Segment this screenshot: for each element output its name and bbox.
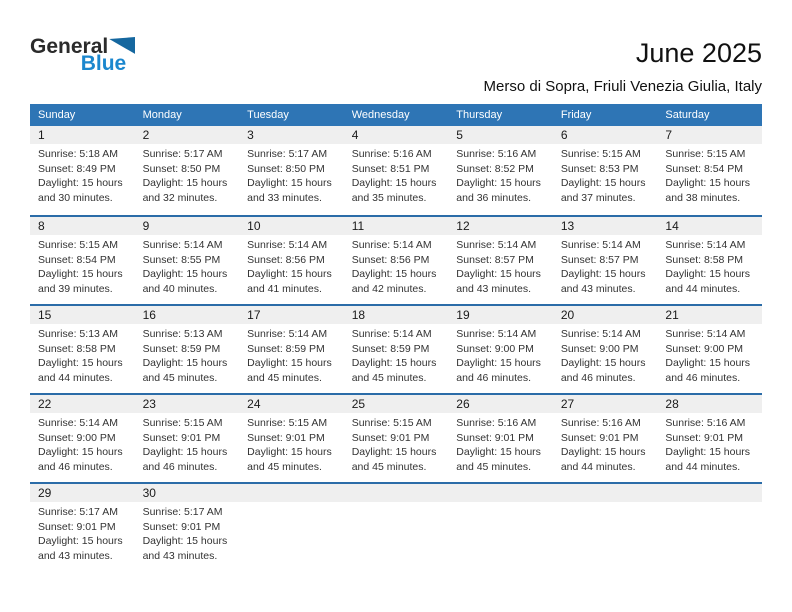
day-cell-30 xyxy=(135,484,240,563)
day-details: Sunrise: 5:14 AM Sunset: 9:00 PM Daylight: 15 hours and 46 minutes. xyxy=(456,328,541,384)
day-cell-27 xyxy=(553,395,658,482)
day-details xyxy=(239,502,344,505)
page-header xyxy=(0,0,792,104)
day-details: Sunrise: 5:15 AM Sunset: 8:54 PM Daylight: 15 hours and 39 minutes. xyxy=(38,239,123,295)
day-cell-21 xyxy=(657,306,762,393)
day-number: 11 xyxy=(344,217,449,235)
day-details: Sunrise: 5:16 AM Sunset: 9:01 PM Daylight: 15 hours and 44 minutes. xyxy=(665,417,751,473)
day-cell-17 xyxy=(239,306,344,393)
day-number: 23 xyxy=(135,395,240,413)
day-details: Sunrise: 5:17 AM Sunset: 9:01 PM Daylight: 15 hours and 43 minutes. xyxy=(38,506,123,562)
day-details: Sunrise: 5:14 AM Sunset: 8:57 PM Daylight: 15 hours and 43 minutes. xyxy=(560,239,646,295)
day-details xyxy=(448,502,553,505)
week-row xyxy=(30,482,762,563)
day-number: 26 xyxy=(448,395,553,413)
day-details: Sunrise: 5:16 AM Sunset: 9:01 PM Daylight: 15 hours and 45 minutes. xyxy=(456,417,541,473)
day-details: Sunrise: 5:14 AM Sunset: 8:59 PM Daylight: 15 hours and 45 minutes. xyxy=(247,328,332,384)
day-cell-19 xyxy=(448,306,553,393)
day-cell-empty xyxy=(239,484,344,563)
day-number: 17 xyxy=(239,306,344,324)
day-details: Sunrise: 5:13 AM Sunset: 8:58 PM Daylight: 15 hours and 44 minutes. xyxy=(38,328,123,384)
day-details: Sunrise: 5:15 AM Sunset: 9:01 PM Daylight: 15 hours and 45 minutes. xyxy=(351,417,437,473)
day-details xyxy=(657,502,762,505)
day-number: 8 xyxy=(30,217,135,235)
day-cell-8 xyxy=(30,217,135,304)
day-number: 28 xyxy=(657,395,762,413)
week-row xyxy=(30,393,762,482)
day-cell-18 xyxy=(344,306,449,393)
week-row xyxy=(30,126,762,215)
day-number: 14 xyxy=(657,217,762,235)
location-subtitle: Merso di Sopra, Friuli Venezia Giulia, Italy xyxy=(483,78,762,95)
day-cell-15 xyxy=(30,306,135,393)
day-cell-22 xyxy=(30,395,135,482)
day-number: 9 xyxy=(135,217,240,235)
day-cell-10 xyxy=(239,217,344,304)
day-number: 13 xyxy=(553,217,658,235)
day-details: Sunrise: 5:14 AM Sunset: 8:58 PM Daylight: 15 hours and 44 minutes. xyxy=(665,239,751,295)
day-cell-empty xyxy=(448,484,553,563)
logo-text-blue: Blue xyxy=(80,52,127,75)
day-cell-24 xyxy=(239,395,344,482)
day-cell-12 xyxy=(448,217,553,304)
day-details: Sunrise: 5:14 AM Sunset: 8:56 PM Daylight: 15 hours and 42 minutes. xyxy=(351,239,437,295)
day-cell-empty xyxy=(657,484,762,563)
day-number xyxy=(239,484,344,502)
day-cell-empty xyxy=(553,484,658,563)
day-number: 6 xyxy=(553,126,658,144)
day-details: Sunrise: 5:17 AM Sunset: 8:50 PM Daylight: 15 hours and 32 minutes. xyxy=(142,148,228,204)
day-header-monday: Monday xyxy=(142,109,182,121)
day-names-header-row xyxy=(30,104,762,126)
day-header-friday: Friday xyxy=(560,109,592,121)
day-number: 30 xyxy=(135,484,240,502)
day-header-sunday: Sunday xyxy=(38,109,76,121)
day-number xyxy=(344,484,449,502)
day-number: 18 xyxy=(344,306,449,324)
day-cell-13 xyxy=(553,217,658,304)
day-details: Sunrise: 5:15 AM Sunset: 8:54 PM Daylight: 15 hours and 38 minutes. xyxy=(665,148,751,204)
day-number xyxy=(448,484,553,502)
day-cell-14 xyxy=(657,217,762,304)
day-header-saturday: Saturday xyxy=(665,109,710,121)
calendar-grid xyxy=(30,104,762,563)
day-cell-empty xyxy=(344,484,449,563)
day-cell-29 xyxy=(30,484,135,563)
day-header-thursday: Thursday xyxy=(456,109,503,121)
day-details: Sunrise: 5:14 AM Sunset: 8:59 PM Daylight: 15 hours and 45 minutes. xyxy=(351,328,437,384)
day-number: 3 xyxy=(239,126,344,144)
day-details: Sunrise: 5:16 AM Sunset: 9:01 PM Daylight: 15 hours and 44 minutes. xyxy=(560,417,646,473)
day-number: 27 xyxy=(553,395,658,413)
day-cell-9 xyxy=(135,217,240,304)
logo-text-general: General xyxy=(30,35,109,58)
week-row xyxy=(30,304,762,393)
day-details: Sunrise: 5:13 AM Sunset: 8:59 PM Daylight: 15 hours and 45 minutes. xyxy=(142,328,228,384)
day-header-wednesday: Wednesday xyxy=(351,109,410,121)
day-number: 4 xyxy=(344,126,449,144)
day-details: Sunrise: 5:17 AM Sunset: 9:01 PM Daylight: 15 hours and 43 minutes. xyxy=(142,506,228,562)
day-details: Sunrise: 5:14 AM Sunset: 8:56 PM Daylight: 15 hours and 41 minutes. xyxy=(247,239,332,295)
day-cell-4 xyxy=(344,126,449,215)
calendar-weeks xyxy=(30,126,762,563)
day-cell-7 xyxy=(657,126,762,215)
day-details: Sunrise: 5:16 AM Sunset: 8:51 PM Daylight: 15 hours and 35 minutes. xyxy=(351,148,437,204)
day-number xyxy=(553,484,658,502)
day-details: Sunrise: 5:14 AM Sunset: 9:00 PM Daylight: 15 hours and 46 minutes. xyxy=(665,328,751,384)
day-number: 2 xyxy=(135,126,240,144)
day-number xyxy=(657,484,762,502)
day-cell-25 xyxy=(344,395,449,482)
day-details: Sunrise: 5:15 AM Sunset: 9:01 PM Daylight: 15 hours and 45 minutes. xyxy=(247,417,332,473)
day-details: Sunrise: 5:14 AM Sunset: 9:00 PM Daylight: 15 hours and 46 minutes. xyxy=(560,328,646,384)
day-details: Sunrise: 5:18 AM Sunset: 8:49 PM Daylight: 15 hours and 30 minutes. xyxy=(38,148,123,204)
month-title: June 2025 xyxy=(635,38,762,68)
day-number: 16 xyxy=(135,306,240,324)
day-number: 15 xyxy=(30,306,135,324)
day-number: 19 xyxy=(448,306,553,324)
day-details: Sunrise: 5:14 AM Sunset: 8:55 PM Daylight: 15 hours and 40 minutes. xyxy=(142,239,228,295)
day-number: 21 xyxy=(657,306,762,324)
day-cell-26 xyxy=(448,395,553,482)
day-cell-11 xyxy=(344,217,449,304)
day-number: 20 xyxy=(553,306,658,324)
day-cell-3 xyxy=(239,126,344,215)
week-row xyxy=(30,215,762,304)
day-cell-23 xyxy=(135,395,240,482)
day-cell-16 xyxy=(135,306,240,393)
day-number: 12 xyxy=(448,217,553,235)
day-details: Sunrise: 5:17 AM Sunset: 8:50 PM Daylight: 15 hours and 33 minutes. xyxy=(247,148,332,204)
day-details: Sunrise: 5:14 AM Sunset: 9:00 PM Daylight: 15 hours and 46 minutes. xyxy=(38,417,123,473)
day-number: 22 xyxy=(30,395,135,413)
day-cell-5 xyxy=(448,126,553,215)
day-number: 24 xyxy=(239,395,344,413)
day-details: Sunrise: 5:14 AM Sunset: 8:57 PM Daylight: 15 hours and 43 minutes. xyxy=(456,239,541,295)
day-details: Sunrise: 5:15 AM Sunset: 8:53 PM Daylight: 15 hours and 37 minutes. xyxy=(560,148,646,204)
day-number: 5 xyxy=(448,126,553,144)
day-number: 1 xyxy=(30,126,135,144)
day-details: Sunrise: 5:15 AM Sunset: 9:01 PM Daylight: 15 hours and 46 minutes. xyxy=(142,417,228,473)
day-details xyxy=(553,502,658,505)
day-cell-20 xyxy=(553,306,658,393)
day-number: 7 xyxy=(657,126,762,144)
day-number: 25 xyxy=(344,395,449,413)
day-cell-6 xyxy=(553,126,658,215)
day-number: 10 xyxy=(239,217,344,235)
general-blue-logo xyxy=(30,36,135,74)
day-cell-28 xyxy=(657,395,762,482)
title-block xyxy=(484,36,762,95)
day-cell-2 xyxy=(135,126,240,215)
day-cell-1 xyxy=(30,126,135,215)
day-header-tuesday: Tuesday xyxy=(247,109,289,121)
day-number: 29 xyxy=(30,484,135,502)
day-details: Sunrise: 5:16 AM Sunset: 8:52 PM Daylight: 15 hours and 36 minutes. xyxy=(456,148,541,204)
day-details xyxy=(344,502,449,505)
